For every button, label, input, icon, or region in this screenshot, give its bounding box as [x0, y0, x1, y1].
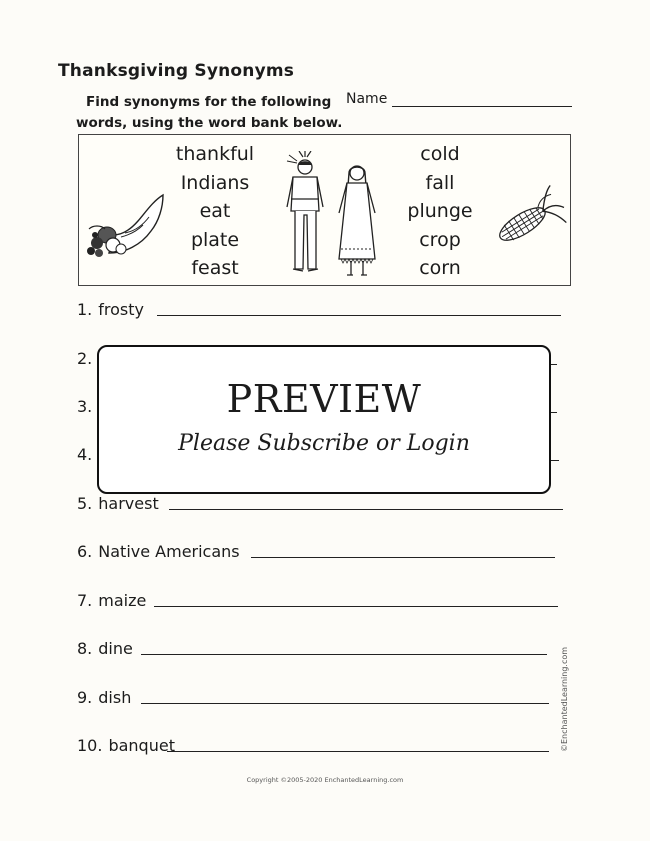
bank-word: cold — [420, 143, 460, 165]
native-woman-icon — [335, 163, 379, 279]
question-number: 10. — [77, 736, 103, 755]
question-word: banquet — [108, 736, 175, 755]
bank-word: plunge — [407, 200, 473, 222]
answer-line[interactable] — [251, 557, 555, 558]
question-number: 7. — [77, 591, 93, 610]
bank-word: Indians — [180, 171, 250, 194]
question-word: maize — [98, 591, 147, 610]
answer-line[interactable] — [167, 751, 549, 752]
question-8 — [77, 639, 133, 661]
question-word: dine — [98, 639, 133, 658]
instructions — [76, 92, 346, 134]
side-credit: ©EnchantedLearning.com — [560, 646, 569, 752]
bank-word: fall — [425, 171, 455, 194]
question-number: 3. — [77, 397, 93, 416]
question-word: Native Americans — [98, 542, 240, 561]
question-number: 2. — [77, 349, 93, 368]
question-word: dish — [98, 688, 132, 707]
question-4 — [77, 445, 98, 467]
word-bank — [78, 134, 571, 286]
question-number: 5. — [77, 494, 93, 513]
name-line[interactable] — [392, 106, 572, 107]
bank-word: feast — [191, 257, 239, 279]
question-3 — [77, 397, 98, 419]
preview-overlay[interactable] — [97, 345, 551, 494]
preview-heading: PREVIEW — [226, 377, 422, 421]
cornucopia-icon — [83, 191, 169, 263]
worksheet-title: Thanksgiving Synonyms — [58, 61, 295, 81]
corn-cob-icon — [487, 185, 567, 255]
question-6 — [77, 542, 240, 564]
native-man-icon — [281, 151, 329, 279]
question-number: 1. — [77, 300, 93, 319]
name-label: Name — [346, 91, 388, 107]
bank-word: corn — [419, 257, 461, 279]
copyright-notice: Copyright ©2005-2020 EnchantedLearning.com — [246, 776, 404, 784]
question-number: 9. — [77, 688, 93, 707]
instructions-line-2: words, using the word bank below. — [76, 115, 343, 131]
answer-line[interactable] — [169, 509, 563, 510]
bank-word: eat — [199, 200, 231, 222]
word-bank-left-column — [167, 140, 263, 283]
bank-word: thankful — [175, 143, 255, 165]
question-2 — [77, 349, 98, 371]
question-word: frosty — [98, 300, 144, 319]
answer-line[interactable] — [157, 315, 561, 316]
question-9 — [77, 688, 131, 710]
question-5 — [77, 494, 159, 516]
subscribe-login-message[interactable]: Please Subscribe or Login — [178, 431, 470, 456]
bank-word: crop — [419, 228, 461, 251]
instructions-line-1: Find synonyms for the following — [86, 94, 332, 110]
question-number: 4. — [77, 445, 93, 464]
question-word: harvest — [98, 494, 159, 513]
question-number: 8. — [77, 639, 93, 658]
word-bank-right-column — [397, 140, 483, 283]
answer-line[interactable] — [154, 606, 558, 607]
bank-word: plate — [190, 228, 240, 251]
answer-line[interactable] — [141, 703, 549, 704]
answer-line[interactable] — [141, 654, 547, 655]
question-1 — [77, 300, 144, 322]
question-number: 6. — [77, 542, 93, 561]
question-10 — [77, 736, 175, 758]
question-7 — [77, 591, 146, 613]
